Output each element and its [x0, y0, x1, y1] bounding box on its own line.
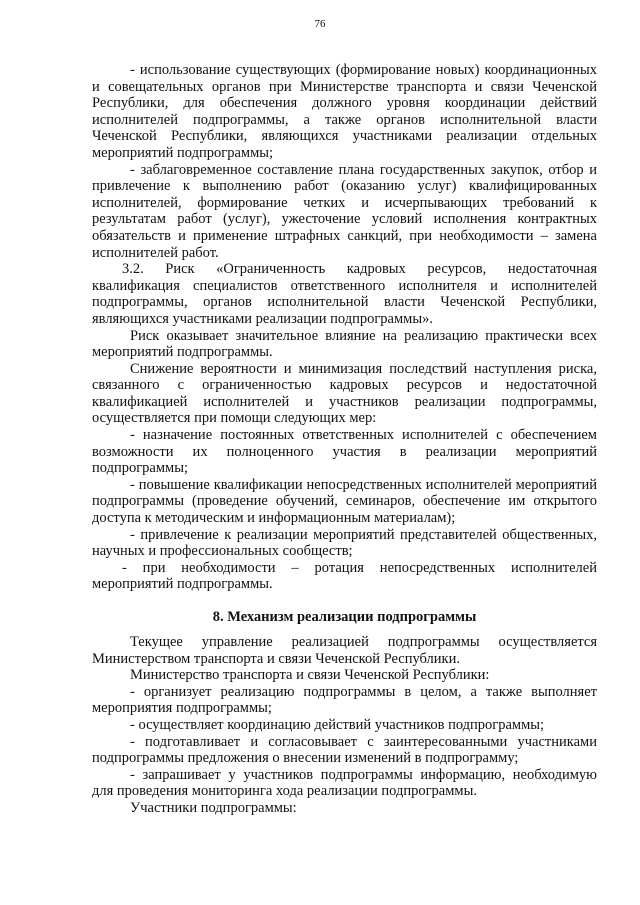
paragraph: - повышение квалификации непосредственных исполнителей мероприятий подпрограммы (проведение обучений, семинаров, обеспечение им открытого доступа к методическим и информационным материалам);: [92, 476, 597, 527]
paragraph: - назначение постоянных ответственных исполнителей с обеспечением возможности их полноценного участия в реализации мероприятий подпрограммы;: [92, 427, 597, 477]
paragraph: 3.2. Риск «Ограниченность кадровых ресурсов, недостаточная квалификация специалистов ответственного исполнителя и исполнителей подпрограммы, органов исполнительной власти Чеченской Республики, являющихся участниками реализации подпрограммы».: [92, 261, 597, 327]
paragraph: - использование существующих (формирование новых) координационных и совещательных органов при Министерстве транспорта и связи Чеченской Республики, для обеспечения должного уровня координации действий исполнителей подпрограммы, а также органов исполнительной власти Чеченской Республики, являющихся участниками реализации отдельных мероприятий подпрограммы;: [92, 62, 597, 161]
paragraph: - организует реализацию подпрограммы в целом, а также выполняет мероприятия подпрограммы;: [92, 683, 597, 717]
paragraph: - при необходимости – ротация непосредственных исполнителей мероприятий подпрограммы.: [92, 559, 597, 593]
paragraph: - запрашивает у участников подпрограммы информацию, необходимую для проведения мониторинга хода реализации подпрограммы.: [92, 766, 597, 800]
paragraph: - подготавливает и согласовывает с заинтересованными участниками подпрограммы предложения о внесении изменений в подпрограмму;: [92, 733, 597, 767]
document-body: [92, 62, 597, 817]
paragraph: Риск оказывает значительное влияние на реализацию практически всех мероприятий подпрограммы.: [92, 327, 597, 361]
paragraph: Участники подпрограммы:: [130, 799, 297, 816]
paragraph: Снижение вероятности и минимизация последствий наступления риска, связанного с ограниченностью кадровых ресурсов и недостаточной квалификацией исполнителей и участников реализации подпрограммы, осуществляется при помощи следующих мер:: [92, 360, 597, 427]
paragraph: - заблаговременное составление плана государственных закупок, отбор и привлечение к выполнению работ (оказанию услуг) квалифицированных исполнителей, формирование четких и исчерпывающих требований к результатам работ (услуг), ужесточение условий исполнения контрактных обязательств и применение штрафных санкций, при необходимости – замена исполнителей работ.: [92, 161, 597, 261]
paragraph: - осуществляет координацию действий участников подпрограммы;: [130, 716, 545, 733]
section-title: 8. Механизм реализации подпрограммы: [212, 609, 477, 625]
paragraph: - привлечение к реализации мероприятий представителей общественных, научных и профессиональных сообществ;: [92, 526, 597, 560]
paragraph: Текущее управление реализацией подпрограммы осуществляется Министерством транспорта и связи Чеченской Республики.: [92, 634, 597, 667]
paragraph: Министерство транспорта и связи Чеченской Республики:: [130, 667, 490, 684]
page-number: 76: [314, 18, 326, 30]
